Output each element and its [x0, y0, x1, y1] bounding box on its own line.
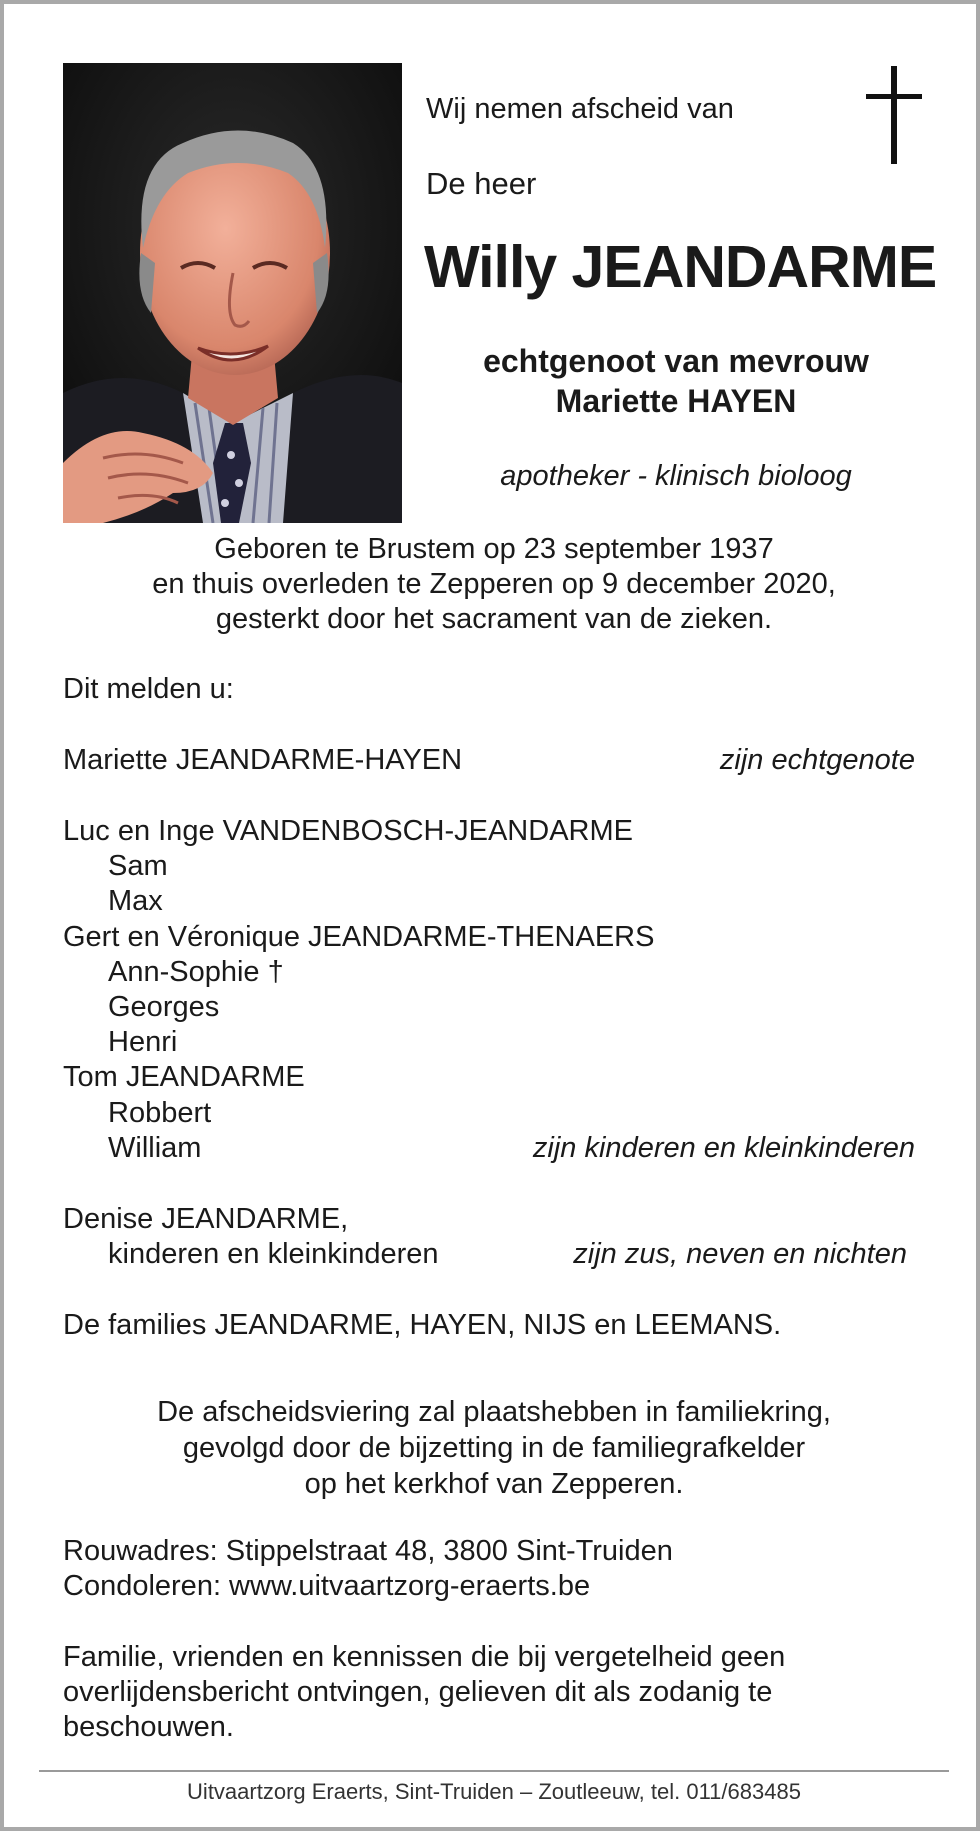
role-sister: zijn zus, neven en nichten: [573, 1238, 907, 1270]
portrait-photo: [63, 63, 402, 523]
deceased-name: Willy JEANDARME: [424, 234, 937, 300]
footer-text: Uitvaartzorg Eraerts, Sint-Truiden – Zoutleeuw, tel. 011/683485: [187, 1779, 801, 1804]
born-line-2: en thuis overleden te Zepperen op 9 december 2020,: [152, 568, 836, 600]
funeral-line-2: gevolgd door de bijzetting in de familiegrafkelder: [182, 1432, 806, 1464]
note-line-3: beschouwen.: [63, 1711, 234, 1743]
family-wife: Mariette JEANDARME-HAYEN: [63, 744, 463, 776]
family-grandchild: Ann-Sophie †: [108, 956, 284, 988]
spouse-line-2: Mariette HAYEN: [555, 383, 797, 419]
family-grandchild: Max: [108, 885, 163, 917]
role-children: zijn kinderen en kleinkinderen: [532, 1132, 915, 1164]
family-grandchild: Henri: [108, 1026, 178, 1058]
family-grandchild: Sam: [108, 850, 168, 882]
footer-divider: [39, 1770, 949, 1772]
family-sister-sub: kinderen en kleinkinderen: [108, 1238, 439, 1270]
family-child-2: Gert en Véronique JEANDARME-THENAERS: [63, 921, 655, 953]
funeral-block: [4, 1394, 980, 1502]
cross-icon: [866, 66, 926, 164]
family-grandchild: Georges: [108, 991, 220, 1023]
family-grandchild: Robbert: [108, 1097, 212, 1129]
note-line-2: overlijdensbericht ontvingen, gelieven dit als zodanig te: [63, 1676, 773, 1708]
condolence-link[interactable]: Condoleren: www.uitvaartzorg-eraerts.be: [63, 1570, 591, 1602]
family-sister: Denise JEANDARME,: [63, 1203, 349, 1235]
announce-text: Dit melden u:: [63, 673, 234, 705]
family-grandchild: William: [108, 1132, 202, 1164]
family-child-1: Luc en Inge VANDENBOSCH-JEANDARME: [63, 815, 633, 847]
funeral-line-3: op het kerkhof van Zepperen.: [304, 1468, 684, 1500]
birth-death-block: [4, 532, 980, 637]
role-wife: zijn echtgenote: [719, 744, 915, 776]
funeral-line-1: De afscheidsviering zal plaatshebben in familiekring,: [157, 1396, 831, 1428]
born-line-1: Geboren te Brustem op 23 september 1937: [214, 533, 774, 565]
families-line: De families JEANDARME, HAYEN, NIJS en LEEMANS.: [63, 1309, 782, 1341]
family-child-3: Tom JEANDARME: [63, 1061, 305, 1093]
profession: apotheker - klinisch bioloog: [500, 460, 852, 492]
note-line-1: Familie, vrienden en kennissen die bij vergetelheid geen: [63, 1641, 786, 1673]
honorific: De heer: [426, 166, 537, 201]
portrait-image: [63, 63, 402, 523]
spouse-block: [424, 341, 928, 421]
intro-text: Wij nemen afscheid van: [426, 93, 734, 125]
mourning-address: Rouwadres: Stippelstraat 48, 3800 Sint-Truiden: [63, 1535, 673, 1567]
spouse-line-1: echtgenoot van mevrouw: [483, 343, 869, 379]
born-line-3: gesterkt door het sacrament van de zieken.: [215, 603, 773, 635]
